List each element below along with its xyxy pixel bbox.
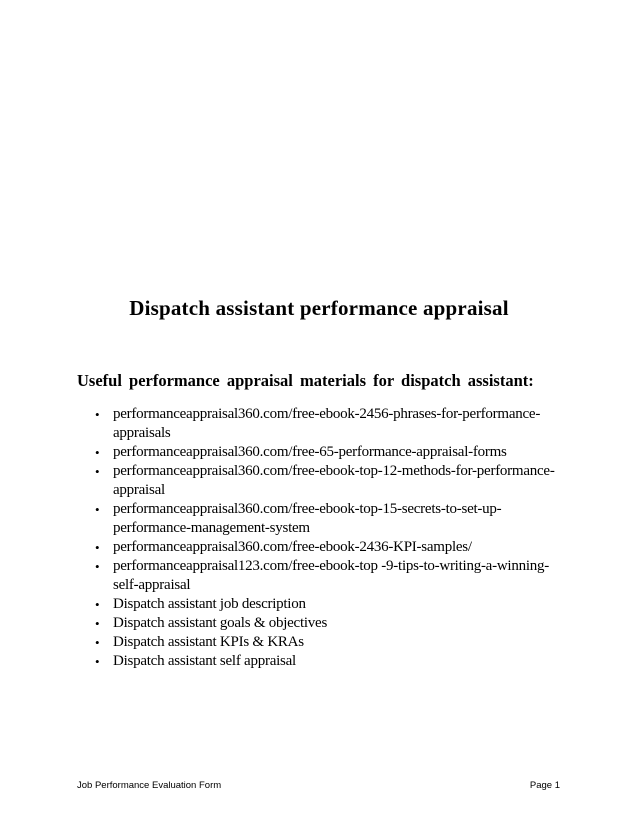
bullet-icon: • — [95, 407, 100, 422]
list-item-text: performanceappraisal360.com/free-ebook-2436-KPI-samples/ — [113, 539, 472, 555]
page-title: Dispatch assistant performance appraisal — [129, 296, 509, 320]
bullet-icon: • — [95, 616, 100, 631]
footer-form-name: Job Performance Evaluation Form — [77, 780, 222, 791]
list-item-text: appraisal — [113, 482, 165, 498]
bullet-icon: • — [95, 559, 100, 574]
list-item-text: Dispatch assistant job description — [113, 596, 306, 612]
list-item — [95, 614, 575, 633]
list-item-text: performance-management-system — [113, 520, 310, 536]
list-item — [95, 443, 575, 462]
list-item-text: self-appraisal — [113, 577, 191, 593]
list-item-text: performanceappraisal360.com/free-ebook-top-15-secrets-to-set-up- — [113, 501, 502, 517]
section-heading: Useful performance appraisal materials for dispatch assistant: — [77, 371, 534, 390]
footer-page-number: Page 1 — [529, 780, 560, 791]
list-item-text: Dispatch assistant goals & objectives — [113, 615, 328, 631]
bullet-icon: • — [95, 635, 100, 650]
list-item-text: performanceappraisal123.com/free-ebook-top -9-tips-to-writing-a-winning- — [113, 558, 549, 574]
list-item — [95, 500, 575, 538]
list-item-text: performanceappraisal360.com/free-ebook-top-12-methods-for-performance- — [113, 463, 555, 479]
bullet-icon: • — [95, 540, 100, 555]
list-item — [95, 538, 575, 557]
list-item — [95, 595, 575, 614]
bullet-icon: • — [95, 464, 100, 479]
bullet-icon: • — [95, 445, 100, 460]
list-item — [95, 557, 575, 595]
list-item — [95, 652, 575, 671]
bullet-icon: • — [95, 597, 100, 612]
list-item — [95, 405, 575, 443]
bullet-icon: • — [95, 502, 100, 517]
list-item-text: performanceappraisal360.com/free-65-performance-appraisal-forms — [113, 444, 507, 460]
list-item — [95, 462, 575, 500]
list-item — [95, 633, 575, 652]
list-item-text: appraisals — [113, 425, 171, 441]
list-item-text: performanceappraisal360.com/free-ebook-2456-phrases-for-performance- — [113, 406, 541, 422]
list-item-text: Dispatch assistant KPIs & KRAs — [113, 634, 304, 650]
bullet-icon: • — [95, 654, 100, 669]
materials-list — [95, 405, 575, 671]
list-item-text: Dispatch assistant self appraisal — [113, 653, 296, 669]
